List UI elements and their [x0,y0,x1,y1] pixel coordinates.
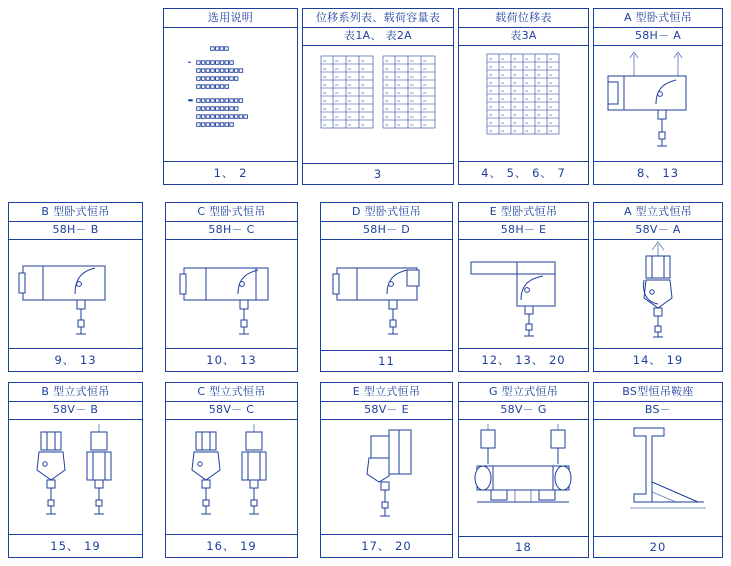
svg-text:00: 00 [537,74,541,78]
svg-text:00: 00 [335,100,339,104]
svg-text:00: 00 [410,84,414,88]
card-subtitle: 58H－ D [321,222,452,240]
card-footer-pages: 15、 19 [9,534,142,557]
svg-text:□□□□□□□: □□□□□□□ [196,84,230,91]
svg-text:00: 00 [323,116,327,120]
svg-text:00: 00 [361,108,365,112]
svg-text:00: 00 [361,124,365,128]
svg-text:00: 00 [525,58,529,62]
card-title: B 型立式恒吊 [9,383,142,402]
svg-text:00: 00 [513,98,517,102]
svg-text:00: 00 [323,124,327,128]
svg-text:00: 00 [501,106,505,110]
card-type-e-vertical-constant-hanger[interactable] [320,382,453,558]
svg-text:00: 00 [385,116,389,120]
svg-text:00: 00 [397,68,401,72]
svg-text:00: 00 [348,100,352,104]
svg-text:00: 00 [385,68,389,72]
card-type-c-vertical-constant-hanger[interactable] [165,382,298,558]
card-title: 位移系列表、载荷容量表 [303,9,453,28]
svg-text:□□□□□□□□□: □□□□□□□□□ [196,106,239,113]
svg-text:00: 00 [348,68,352,72]
card-load-displacement-table[interactable] [458,8,589,185]
card-selection-notes[interactable] [163,8,298,185]
svg-text:00: 00 [335,108,339,112]
figure-horizontal-hanger-c [166,240,297,348]
card-footer-pages: 10、 13 [166,348,297,371]
card-title: 选用说明 [164,9,297,28]
card-type-c-horizontal-constant-hanger[interactable] [165,202,298,372]
card-title: G 型立式恒吊 [459,383,588,402]
svg-text:00: 00 [525,98,529,102]
svg-text:00: 00 [513,58,517,62]
svg-text:00: 00 [513,90,517,94]
svg-text:00: 00 [410,124,414,128]
svg-text:00: 00 [361,60,365,64]
svg-text:00: 00 [525,122,529,126]
svg-text:00: 00 [537,130,541,134]
svg-text:00: 00 [501,98,505,102]
card-subtitle: 58H－ E [459,222,588,240]
svg-text:00: 00 [335,124,339,128]
svg-text:00: 00 [549,82,553,86]
svg-text:00: 00 [537,98,541,102]
svg-text:00: 00 [489,114,493,118]
svg-text:00: 00 [348,116,352,120]
card-type-a-horizontal-constant-hanger[interactable] [593,8,723,185]
svg-text:□□□□□□□□: □□□□□□□□ [196,122,234,129]
card-type-b-vertical-constant-hanger[interactable] [8,382,143,558]
svg-text:00: 00 [397,116,401,120]
figure-one-table [459,46,588,161]
svg-text:00: 00 [423,60,427,64]
svg-text:00: 00 [397,108,401,112]
svg-text:00: 00 [489,130,493,134]
svg-text:00: 00 [525,130,529,134]
svg-text:00: 00 [410,100,414,104]
svg-text:00: 00 [348,76,352,80]
figure-vertical-hanger-e [321,420,452,534]
figure-vertical-hanger-g [459,420,588,536]
svg-text:00: 00 [489,66,493,70]
svg-text:00: 00 [513,130,517,134]
svg-text:00: 00 [335,92,339,96]
card-title: C 型卧式恒吊 [166,203,297,222]
svg-text:00: 00 [513,114,517,118]
svg-text:00: 00 [513,66,517,70]
svg-text:00: 00 [513,82,517,86]
figure-vertical-hanger-b [9,420,142,534]
svg-text:00: 00 [489,98,493,102]
card-footer-pages: 3 [303,163,453,184]
svg-text:00: 00 [549,114,553,118]
card-subtitle: BS－ [594,402,722,420]
card-footer-pages: 14、 19 [594,348,722,371]
card-subtitle: 表3A [459,28,588,46]
card-subtitle: 表1A、 表2A [303,28,453,46]
card-type-e-horizontal-constant-hanger[interactable] [458,202,589,372]
svg-text:00: 00 [397,92,401,96]
svg-text:00: 00 [423,124,427,128]
svg-text:00: 00 [397,60,401,64]
svg-text:00: 00 [549,98,553,102]
svg-text:□□□□□□□□□: □□□□□□□□□ [196,76,239,83]
svg-text:00: 00 [348,124,352,128]
svg-text:00: 00 [537,90,541,94]
svg-text:00: 00 [513,122,517,126]
svg-text:00: 00 [385,84,389,88]
svg-text:00: 00 [423,76,427,80]
svg-text:00: 00 [549,74,553,78]
svg-text:00: 00 [549,130,553,134]
svg-text:00: 00 [513,106,517,110]
svg-text:=: = [188,97,194,105]
svg-text:–: – [188,59,191,67]
svg-text:00: 00 [410,108,414,112]
svg-text:00: 00 [501,66,505,70]
card-type-b-horizontal-constant-hanger[interactable] [8,202,143,372]
card-title: A 型卧式恒吊 [594,9,722,28]
svg-text:00: 00 [397,100,401,104]
card-title: D 型卧式恒吊 [321,203,452,222]
figure-horizontal-hanger-e [459,240,588,348]
svg-text:00: 00 [361,68,365,72]
svg-text:00: 00 [323,60,327,64]
svg-text:00: 00 [501,82,505,86]
card-title: E 型卧式恒吊 [459,203,588,222]
card-type-g-vertical-constant-hanger[interactable] [458,382,589,558]
card-footer-pages: 17、 20 [321,534,452,557]
card-footer-pages: 12、 13、 20 [459,348,588,371]
card-title: C 型立式恒吊 [166,383,297,402]
svg-text:00: 00 [323,100,327,104]
card-footer-pages: 20 [594,536,722,557]
svg-text:00: 00 [335,60,339,64]
svg-text:00: 00 [501,130,505,134]
svg-text:00: 00 [385,92,389,96]
svg-text:00: 00 [489,106,493,110]
svg-text:00: 00 [525,106,529,110]
card-footer-pages: 4、 5、 6、 7 [459,161,588,184]
figure-vertical-hanger-c [166,420,297,534]
svg-text:00: 00 [385,60,389,64]
svg-text:00: 00 [525,74,529,78]
svg-text:00: 00 [335,68,339,72]
svg-text:00: 00 [410,68,414,72]
svg-text:00: 00 [537,58,541,62]
svg-text:00: 00 [549,122,553,126]
card-footer-pages: 9、 13 [9,348,142,371]
card-subtitle: 58V－ E [321,402,452,420]
svg-text:00: 00 [489,74,493,78]
svg-text:00: 00 [537,114,541,118]
svg-text:00: 00 [501,90,505,94]
svg-text:00: 00 [397,76,401,80]
svg-text:00: 00 [361,84,365,88]
card-bs-constant-hanger-saddle[interactable] [593,382,723,558]
card-displacement-series-load-capacity[interactable] [302,8,454,185]
card-footer-pages: 11 [321,350,452,371]
card-footer-pages: 18 [459,536,588,557]
svg-text:00: 00 [348,60,352,64]
card-type-a-vertical-constant-hanger[interactable] [593,202,723,372]
svg-text:00: 00 [323,68,327,72]
svg-text:00: 00 [385,100,389,104]
svg-text:00: 00 [423,68,427,72]
svg-text:00: 00 [549,90,553,94]
svg-text:00: 00 [361,100,365,104]
card-title: B 型卧式恒吊 [9,203,142,222]
svg-text:00: 00 [525,114,529,118]
svg-text:00: 00 [525,90,529,94]
svg-text:00: 00 [501,122,505,126]
svg-text:00: 00 [501,74,505,78]
svg-text:00: 00 [489,122,493,126]
svg-text:00: 00 [335,76,339,80]
svg-text:00: 00 [501,114,505,118]
svg-text:00: 00 [410,76,414,80]
svg-text:□□□□□□□□□□□: □□□□□□□□□□□ [196,114,248,121]
svg-text:00: 00 [549,66,553,70]
svg-text:00: 00 [348,92,352,96]
card-subtitle: 58H－ C [166,222,297,240]
svg-text:00: 00 [489,58,493,62]
card-subtitle: 58V－ G [459,402,588,420]
svg-text:00: 00 [501,58,505,62]
card-subtitle: 58H－ A [594,28,722,46]
card-subtitle: 58V－ B [9,402,142,420]
svg-text:00: 00 [410,92,414,96]
svg-text:00: 00 [348,108,352,112]
svg-text:00: 00 [361,76,365,80]
card-title: 载荷位移表 [459,9,588,28]
svg-text:00: 00 [513,74,517,78]
figure-saddle-bs [594,420,722,536]
svg-text:00: 00 [397,84,401,88]
figure-horizontal-hanger-d [321,240,452,350]
figure-horizontal-hanger-b [9,240,142,348]
svg-text:00: 00 [335,84,339,88]
svg-text:00: 00 [549,58,553,62]
svg-text:00: 00 [549,106,553,110]
svg-text:□□□□□□□□□□: □□□□□□□□□□ [196,98,244,105]
card-type-d-horizontal-constant-hanger[interactable] [320,202,453,372]
card-title: BS型恒吊鞍座 [594,383,722,402]
svg-text:00: 00 [489,90,493,94]
svg-text:00: 00 [385,76,389,80]
svg-text:00: 00 [323,108,327,112]
svg-text:00: 00 [537,122,541,126]
svg-text:00: 00 [537,66,541,70]
card-title: E 型立式恒吊 [321,383,452,402]
svg-text:00: 00 [423,116,427,120]
svg-text:00: 00 [410,60,414,64]
svg-text:00: 00 [423,108,427,112]
svg-text:00: 00 [348,84,352,88]
figure-text-block [164,28,297,161]
figure-two-tables [303,46,453,163]
svg-text:00: 00 [361,116,365,120]
svg-text:00: 00 [385,124,389,128]
card-title: A 型立式恒吊 [594,203,722,222]
svg-text:00: 00 [410,116,414,120]
svg-text:00: 00 [525,66,529,70]
svg-text:□□□□: □□□□ [210,46,229,53]
svg-text:00: 00 [489,82,493,86]
svg-text:00: 00 [323,92,327,96]
figure-horizontal-hanger-a [594,46,722,161]
svg-text:00: 00 [385,108,389,112]
svg-text:00: 00 [397,124,401,128]
svg-text:00: 00 [323,76,327,80]
svg-text:00: 00 [537,82,541,86]
svg-text:00: 00 [323,84,327,88]
svg-text:□□□□□□□□□□: □□□□□□□□□□ [196,68,244,75]
svg-text:00: 00 [423,100,427,104]
card-subtitle: 58H－ B [9,222,142,240]
svg-text:00: 00 [335,116,339,120]
figure-vertical-hanger-a [594,240,722,348]
card-subtitle: 58V－ C [166,402,297,420]
svg-text:□□□□□□□□: □□□□□□□□ [196,60,234,67]
card-footer-pages: 1、 2 [164,161,297,184]
svg-text:00: 00 [361,92,365,96]
svg-text:00: 00 [423,84,427,88]
svg-text:00: 00 [423,92,427,96]
card-footer-pages: 8、 13 [594,161,722,184]
svg-text:00: 00 [537,106,541,110]
card-footer-pages: 16、 19 [166,534,297,557]
card-subtitle: 58V－ A [594,222,722,240]
svg-text:00: 00 [525,82,529,86]
